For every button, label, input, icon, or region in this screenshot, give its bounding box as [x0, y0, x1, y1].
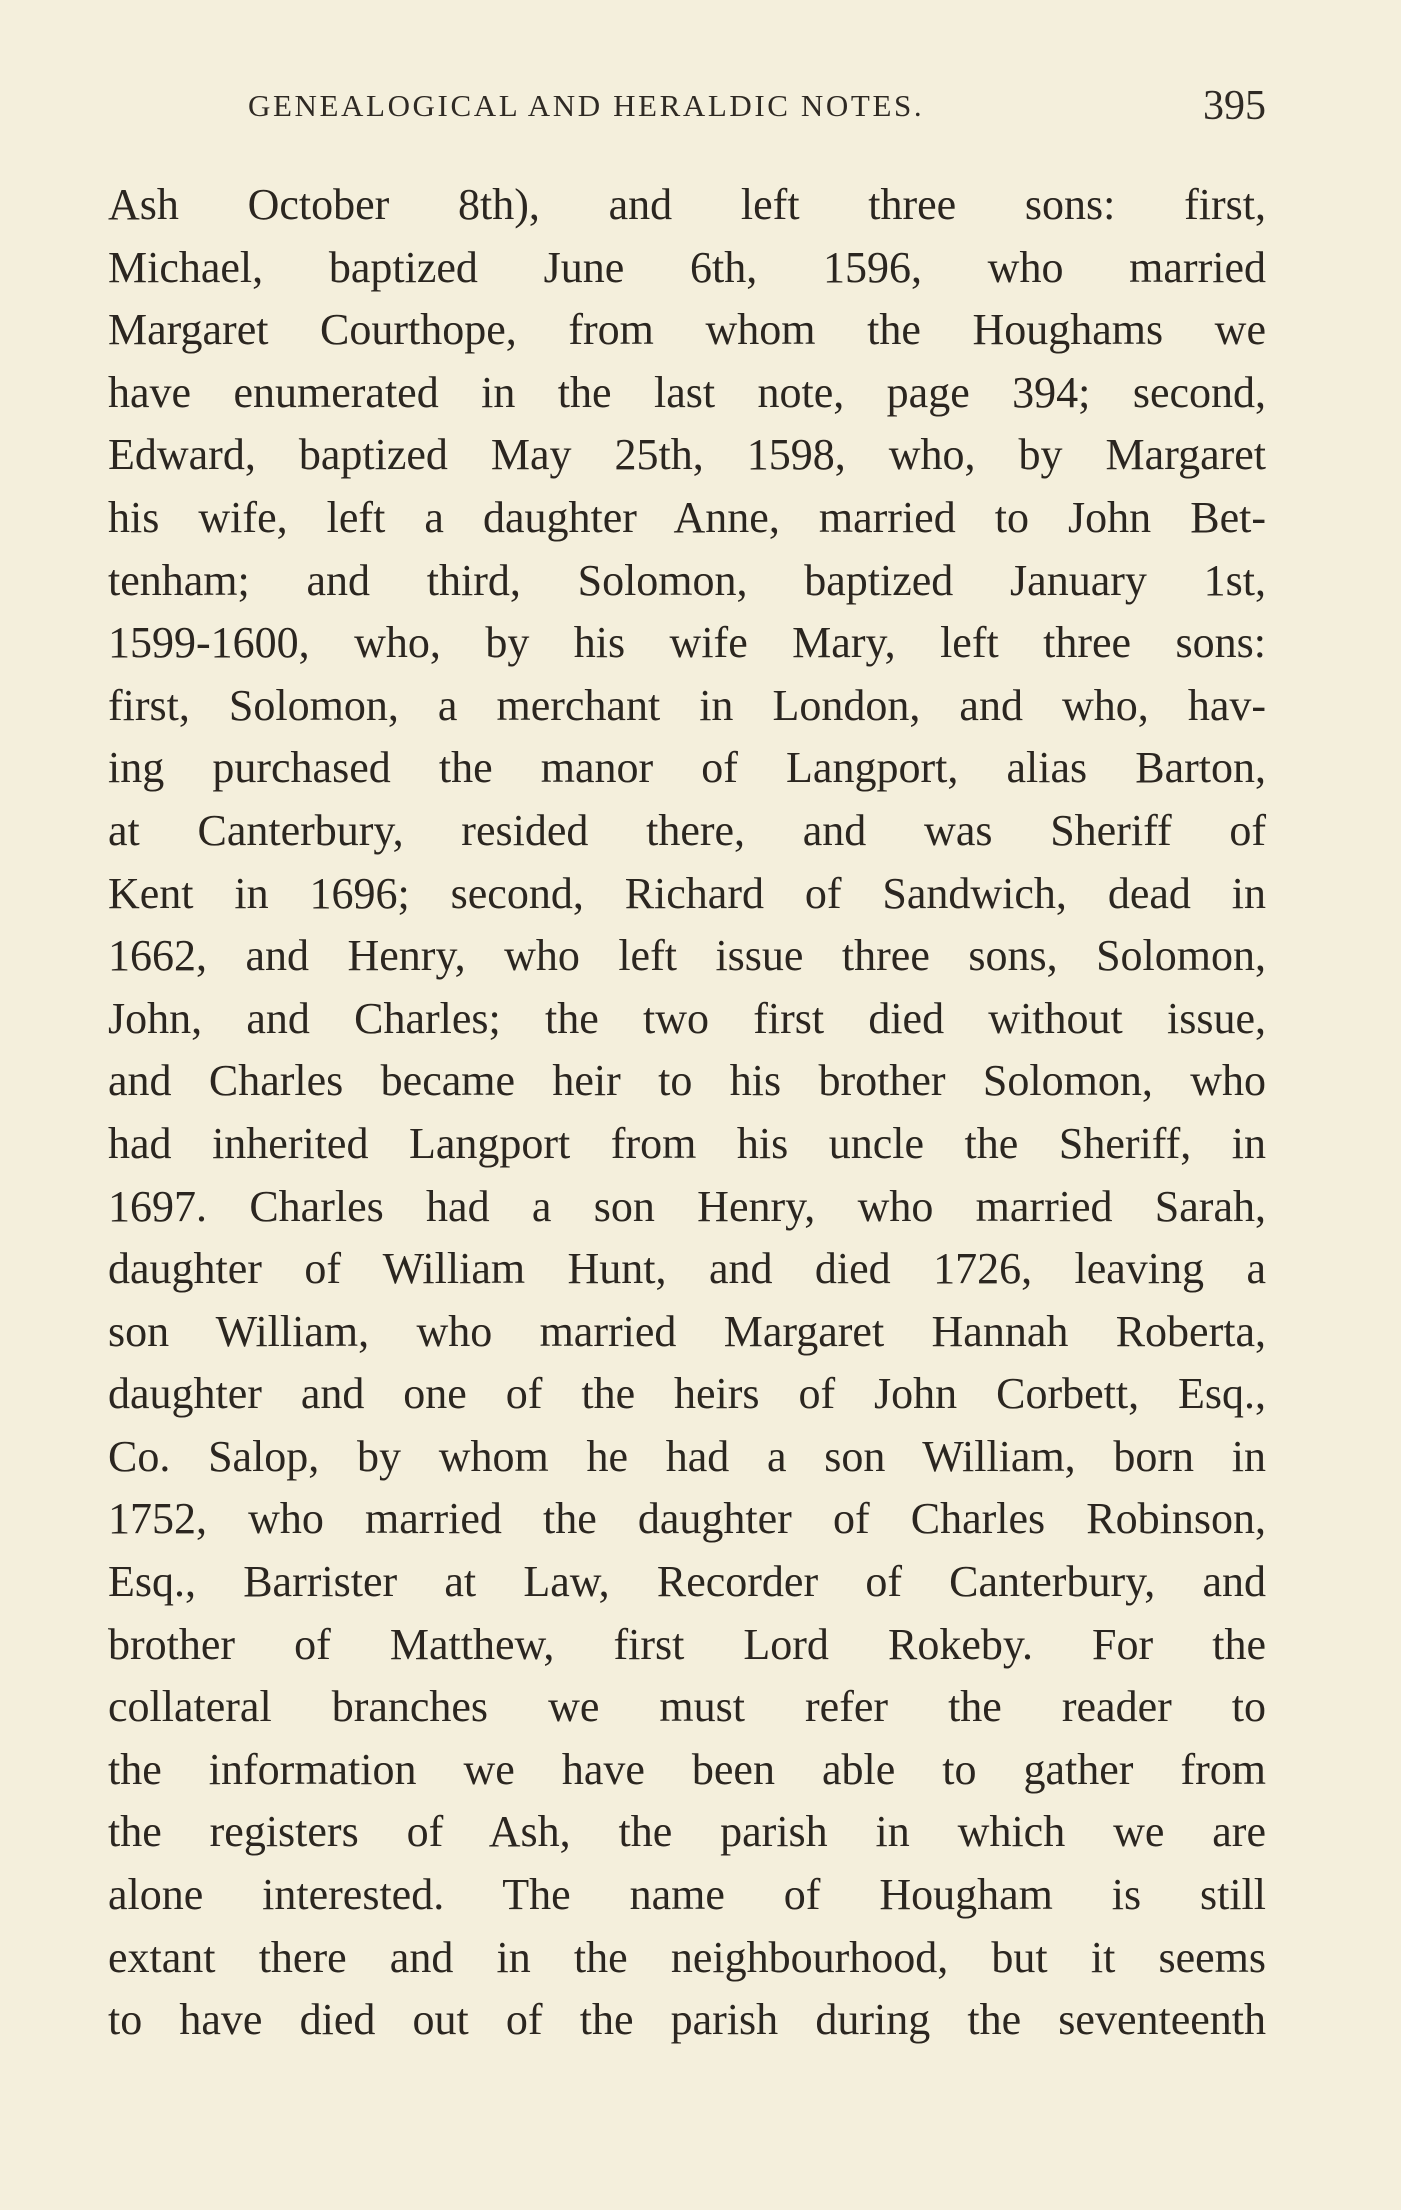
text-line: the information we have been able to gather from — [108, 1744, 1266, 1794]
text-line: had inherited Langport from his uncle the Sheriff, in — [108, 1118, 1266, 1168]
text-line: daughter of William Hunt, and died 1726, leaving a — [108, 1244, 1266, 1294]
text-line: 1662, and Henry, who left issue three sons, Solomon, — [108, 931, 1266, 981]
text-line: at Canterbury, resided there, and was Sheriff of — [108, 805, 1266, 855]
text-line: Esq., Barrister at Law, Recorder of Canterbury, and — [108, 1557, 1266, 1607]
text-line: and Charles became heir to his brother Solomon, who — [108, 1056, 1266, 1106]
text-line: to have died out of the parish during the seventeenth — [108, 1995, 1266, 2045]
text-line: the registers of Ash, the parish in which we are — [108, 1807, 1266, 1857]
text-line: 1752, who married the daughter of Charles Robinson, — [108, 1494, 1266, 1544]
text-line: Edward, baptized May 25th, 1598, who, by Margaret — [108, 430, 1266, 480]
text-line: first, Solomon, a merchant in London, and who, hav- — [108, 680, 1266, 730]
text-line: Margaret Courthope, from whom the Houghams we — [108, 305, 1266, 355]
text-line: collateral branches we must refer the reader to — [108, 1682, 1266, 1732]
text-line: alone interested. The name of Hougham is still — [108, 1870, 1266, 1920]
page-number: 395 — [1203, 83, 1266, 129]
text-line: son William, who married Margaret Hannah Roberta, — [108, 1306, 1266, 1356]
text-line: 1599-1600, who, by his wife Mary, left three sons: — [108, 618, 1266, 668]
text-line: extant there and in the neighbourhood, but it seems — [108, 1932, 1266, 1982]
text-line: Co. Salop, by whom he had a son William, born in — [108, 1431, 1266, 1481]
text-line: brother of Matthew, first Lord Rokeby. For the — [108, 1619, 1266, 1669]
running-head — [108, 82, 1266, 132]
text-line: Ash October 8th), and left three sons: first, — [108, 180, 1266, 229]
body-text — [108, 174, 1266, 2052]
text-line: have enumerated in the last note, page 394; second, — [108, 367, 1266, 417]
text-line: ing purchased the manor of Langport, alias Barton, — [108, 743, 1266, 793]
text-line: tenham; and third, Solomon, baptized January 1st, — [108, 555, 1266, 605]
text-line: Michael, baptized June 6th, 1596, who married — [108, 242, 1266, 292]
text-line: John, and Charles; the two first died without issue, — [108, 993, 1266, 1043]
running-title: GENEALOGICAL AND HERALDIC NOTES. — [248, 88, 925, 123]
text-line: Kent in 1696; second, Richard of Sandwich, dead in — [108, 868, 1266, 918]
text-line: his wife, left a daughter Anne, married to John Bet- — [108, 492, 1266, 542]
text-line: daughter and one of the heirs of John Corbett, Esq., — [108, 1369, 1266, 1419]
text-line: 1697. Charles had a son Henry, who married Sarah, — [108, 1181, 1266, 1231]
